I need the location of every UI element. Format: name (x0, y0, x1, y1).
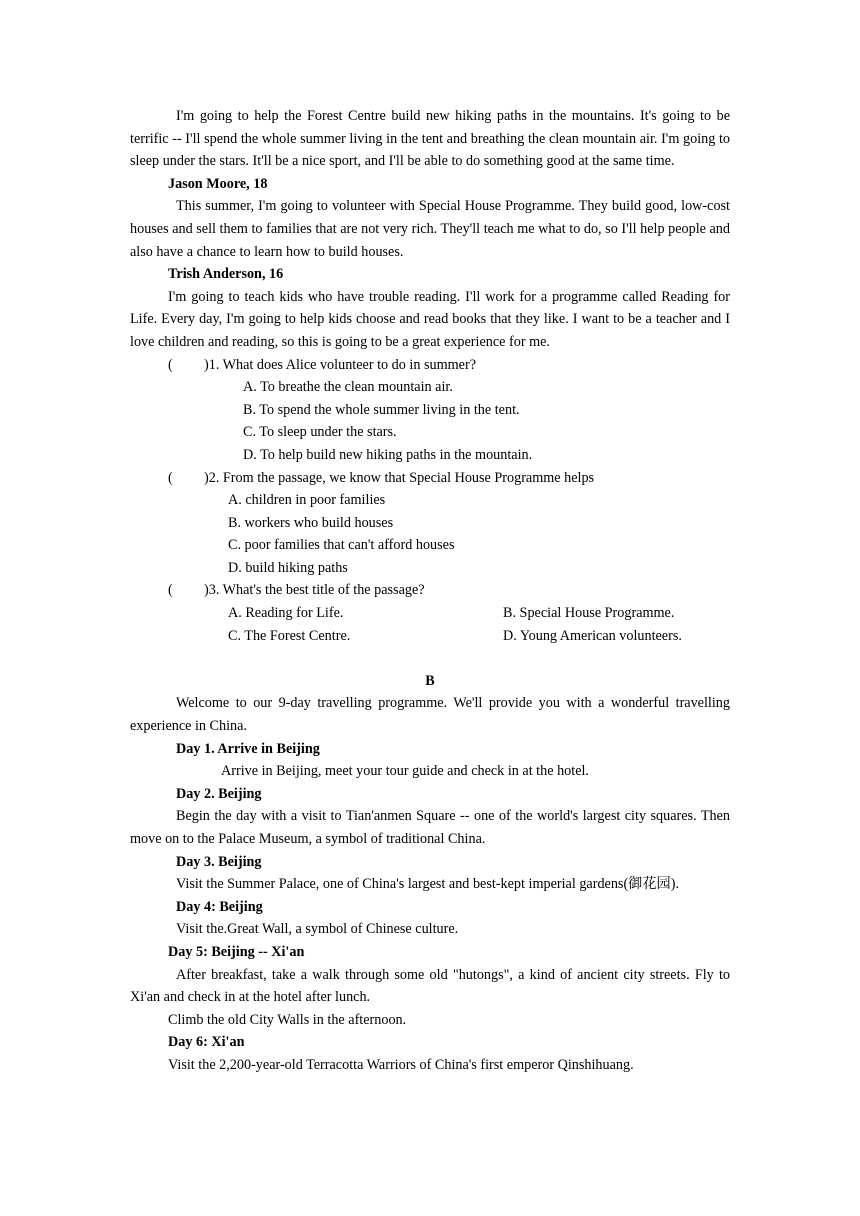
passage-paragraph-alice: I'm going to help the Forest Centre build new hiking paths in the mountains. It's going to be terrific -- I'll spend the whole summer living in the tent and breathing the clean mountain air. I'm going to sleep under the stars. It'll be a nice sport, and I'll be able to do something good at the same time. (130, 108, 730, 170)
question-2-option-c: C. poor families that can't afford houses (228, 537, 455, 554)
day-6-title: Day 6: Xi'an (168, 1034, 245, 1051)
question-1-option-d: D. To help build new hiking paths in the mountain. (243, 446, 533, 463)
question-2 (130, 467, 730, 490)
person-name-jason: Jason Moore, 18 (168, 175, 268, 192)
day-5-text-afternoon: Climb the old City Walls in the afternoon. (168, 1011, 407, 1028)
question-stem: )1. What does Alice volunteer to do in summer? (204, 356, 476, 373)
answer-blank[interactable]: ( (168, 582, 173, 599)
day-2-text: Begin the day with a visit to Tian'anmen Square -- one of the world's largest city squares. Then move on to the Palace Museum, a symbol of traditional China. (130, 808, 730, 847)
day-1-title: Day 1. Arrive in Beijing (176, 740, 320, 757)
day-5-text: After breakfast, take a walk through some old "hutongs", a kind of ancient city streets. Fly to Xi'an and check in at the hotel after lunch. (130, 966, 730, 1006)
day-1-text: Arrive in Beijing, meet your tour guide and check in at the hotel. (221, 763, 589, 780)
question-stem: )2. From the passage, we know that Special House Programme helps (204, 469, 595, 486)
question-1-option-b: B. To spend the whole summer living in the tent. (243, 401, 520, 418)
question-1-option-a: A. To breathe the clean mountain air. (243, 379, 453, 396)
question-2-option-a: A. children in poor families (228, 492, 386, 509)
passage-paragraph-jason: This summer, I'm going to volunteer with Special House Programme. They build good, low-cost houses and sell them to families that are not very rich. They'll teach me what to do, so I'll help people and also have a chance to learn how to build houses. (130, 198, 730, 260)
answer-blank[interactable]: ( (168, 469, 173, 486)
question-3-option-d: D. Young American volunteers. (503, 627, 682, 644)
question-3-option-c: C. The Forest Centre. (228, 627, 351, 644)
question-stem: )3. What's the best title of the passage? (204, 582, 425, 599)
question-3-options-row-2 (130, 625, 730, 648)
day-3-title: Day 3. Beijing (176, 853, 262, 870)
person-name-trish: Trish Anderson, 16 (168, 266, 284, 283)
question-1 (130, 354, 730, 377)
day-4-title: Day 4: Beijing (176, 898, 263, 915)
day-2-title: Day 2. Beijing (176, 785, 262, 802)
document-page (130, 105, 730, 1077)
day-6-text: Visit the 2,200-year-old Terracotta Warriors of China's first emperor Qinshihuang. (168, 1056, 634, 1073)
day-3-text: Visit the Summer Palace, one of China's largest and best-kept imperial gardens(御花园). (176, 876, 680, 893)
day-4-text: Visit the.Great Wall, a symbol of Chinese culture. (176, 921, 459, 938)
question-3-option-b: B. Special House Programme. (503, 605, 675, 622)
question-3-option-a: A. Reading for Life. (228, 605, 344, 622)
question-3-options-row-1 (130, 602, 730, 625)
passage-paragraph-trish: I'm going to teach kids who have trouble reading. I'll work for a programme called Reading for Life. Every day, I'm going to help kids choose and read books that they like. I want to be a teacher and I love children and reading, so this is going to be a great experience for me. (130, 288, 730, 350)
question-1-option-c: C. To sleep under the stars. (243, 424, 397, 441)
question-3 (130, 579, 730, 602)
spacer (130, 647, 730, 670)
answer-blank[interactable]: ( (168, 356, 173, 373)
section-heading-b: B (425, 672, 435, 689)
day-5-title: Day 5: Beijing -- Xi'an (168, 943, 305, 960)
question-2-option-b: B. workers who build houses (228, 514, 394, 531)
itinerary-intro: Welcome to our 9-day travelling programme. We'll provide you with a wonderful travelling experience in China. (130, 695, 730, 735)
question-2-option-d: D. build hiking paths (228, 559, 348, 576)
